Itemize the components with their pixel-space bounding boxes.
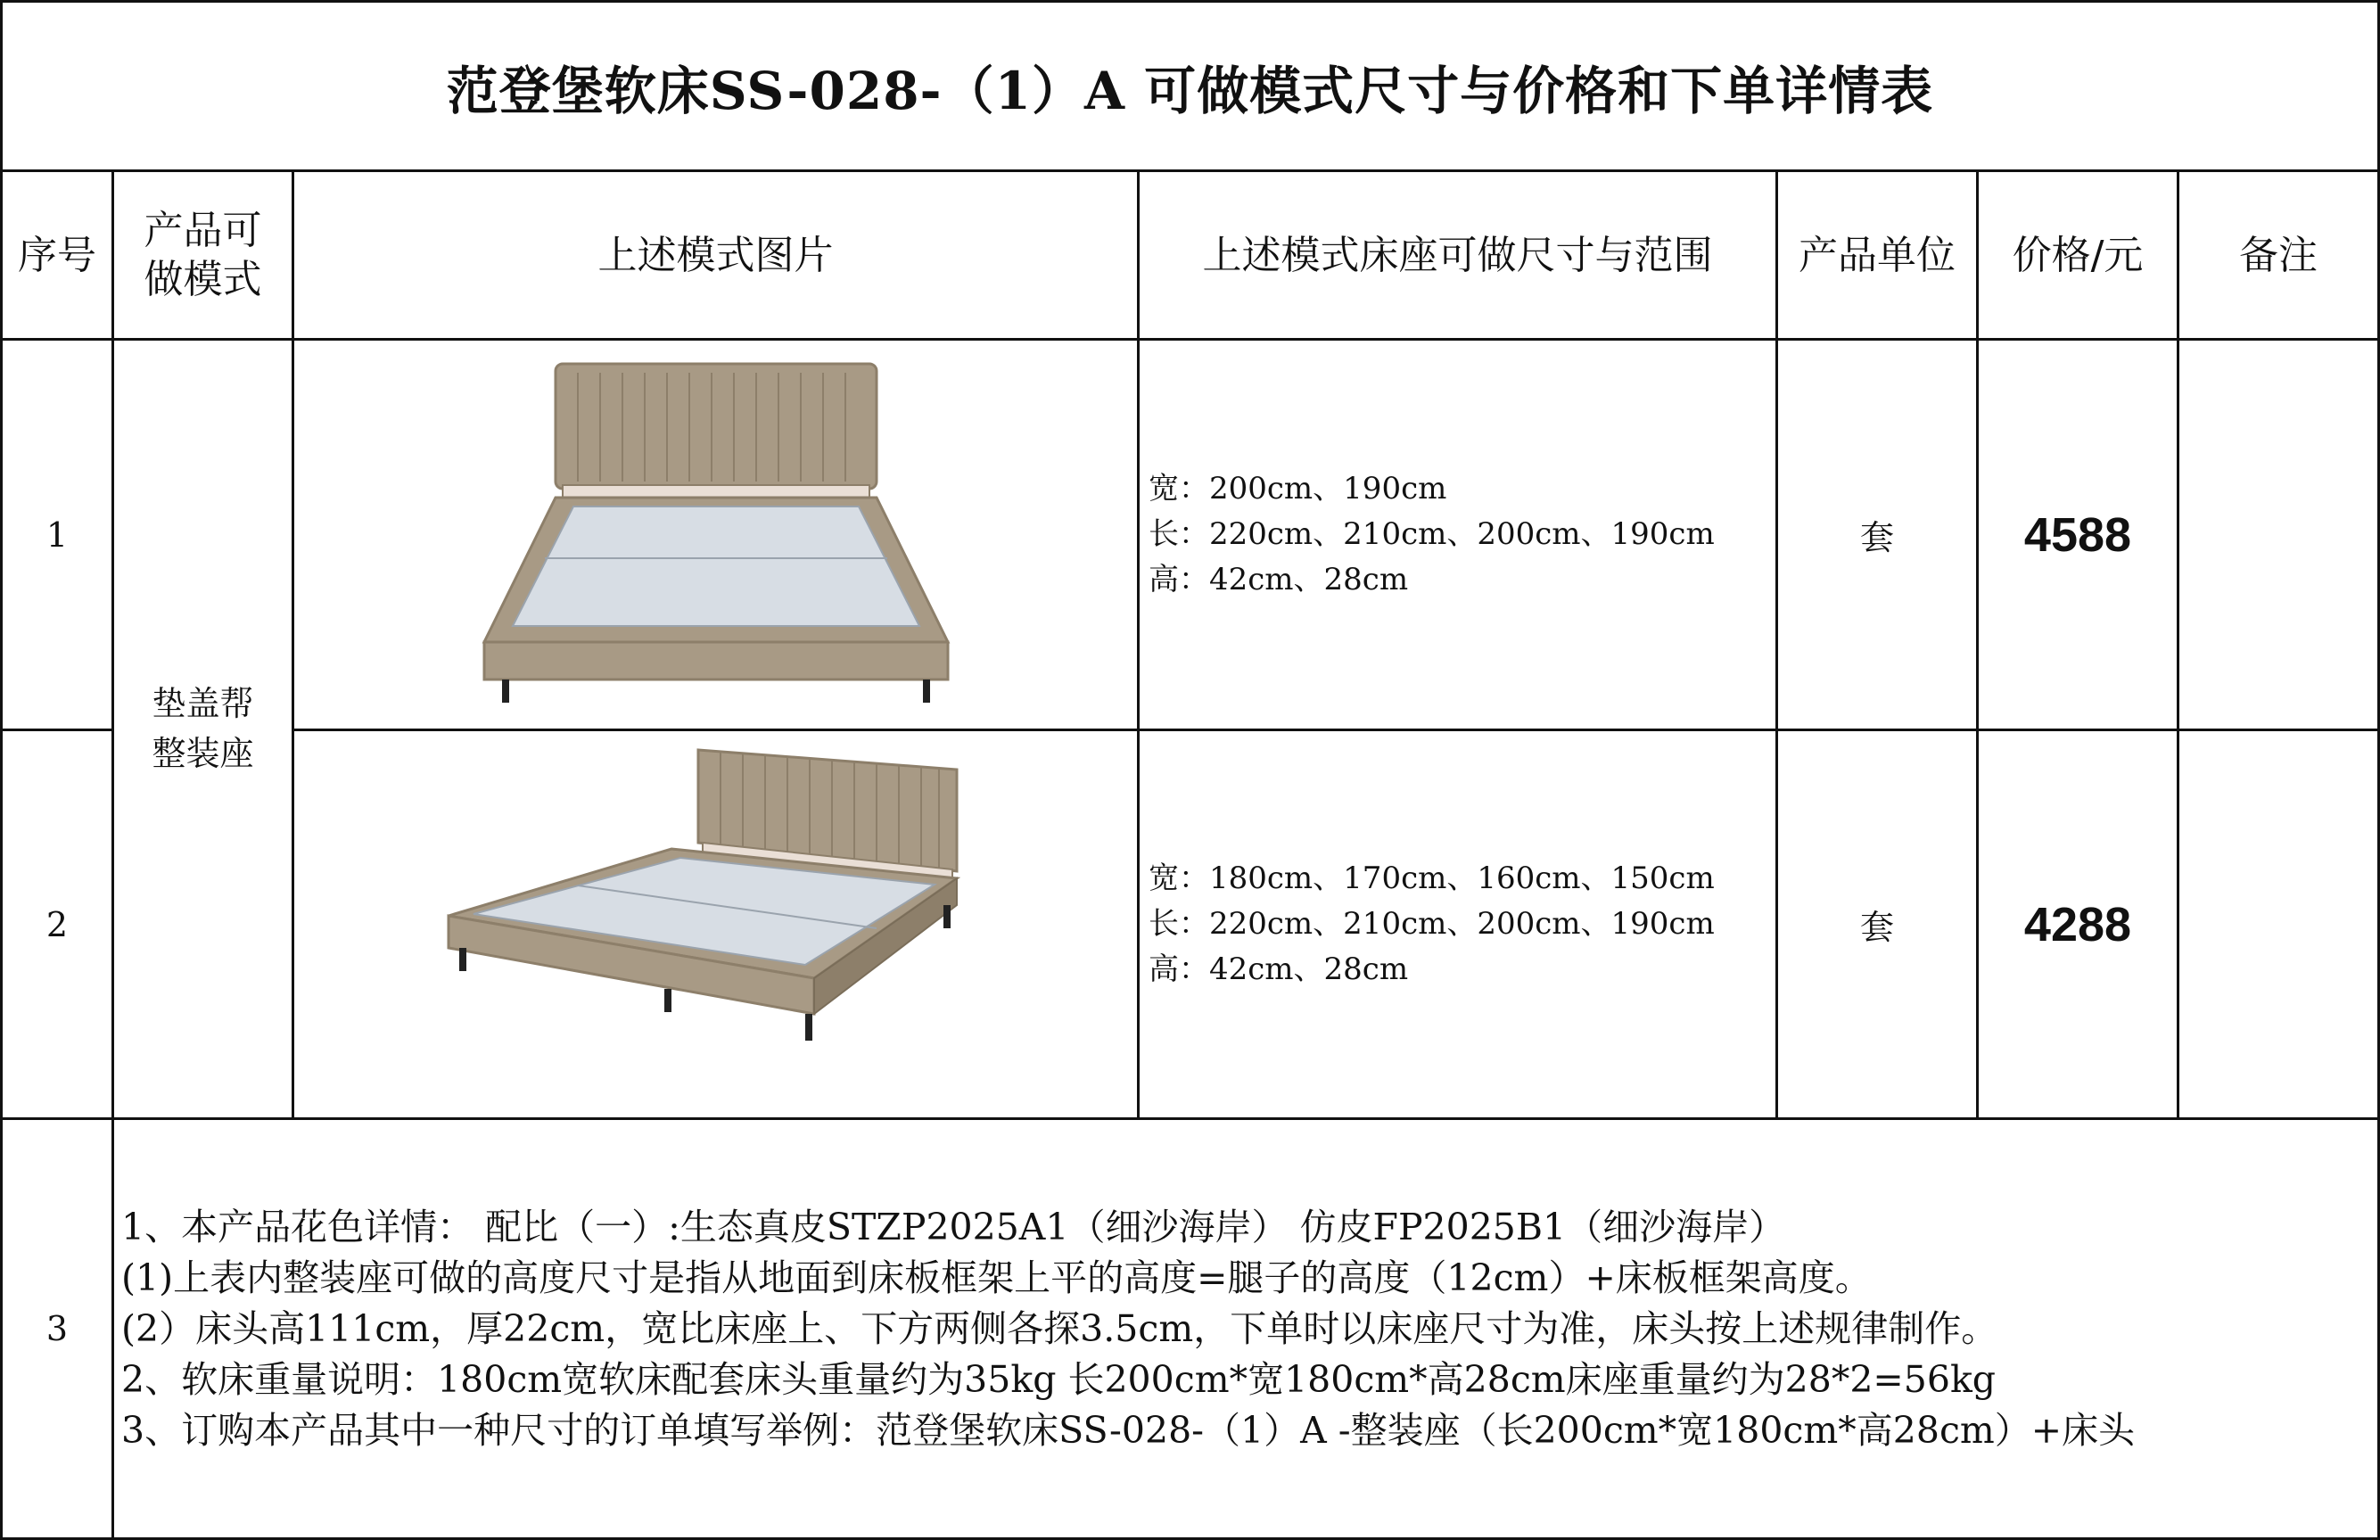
row2-price: 4288 <box>1976 729 2179 1120</box>
note-line-3: (2）床头高111cm，厚22cm，宽比床座上、下方两侧各探3.5cm，下单时以床座尺寸为准，床头按上述规律制作。 <box>121 1306 1998 1350</box>
row1-image-cell <box>292 338 1140 731</box>
row3-seq: 3 <box>0 1117 114 1540</box>
row2-remark <box>2177 729 2380 1120</box>
row2-size-height: 高：42cm、28cm <box>1149 951 1409 987</box>
row2-unit: 套 <box>1775 729 1979 1120</box>
notes-cell <box>111 1117 2380 1540</box>
row2-size-length: 长：220cm、210cm、200cm、190cm <box>1149 906 1715 942</box>
note-line-2: (1)上表内整装座可做的高度尺寸是指从地面到床板框架上平的高度=腿子的高度（12cm）+床板框架高度。 <box>121 1256 1872 1299</box>
row2-seq: 2 <box>0 729 114 1120</box>
row2-sizes <box>1137 729 1778 1120</box>
header-price: 价格/元 <box>1976 169 2179 341</box>
header-mode <box>111 169 294 341</box>
row1-price: 4588 <box>1976 338 2179 731</box>
row1-sizes <box>1137 338 1778 731</box>
mode-cell <box>111 338 294 1120</box>
row1-unit: 套 <box>1775 338 1979 731</box>
table-title: 范登堡软床SS-028-（1）A 可做模式尺寸与价格和下单详情表 <box>0 0 2380 172</box>
bed-front-view-image <box>466 348 966 722</box>
row2-image-cell <box>292 729 1140 1120</box>
header-sizes: 上述模式床座可做尺寸与范围 <box>1137 169 1778 341</box>
row1-seq: 1 <box>0 338 114 731</box>
header-seq: 序号 <box>0 169 114 341</box>
row1-remark <box>2177 338 2380 731</box>
header-remark: 备注 <box>2177 169 2380 341</box>
header-unit: 产品单位 <box>1775 169 1979 341</box>
bed-angled-view-image <box>431 737 1001 1112</box>
header-mode-line1: 产品可 <box>144 208 262 253</box>
note-line-4: 2、软床重量说明：180cm宽软床配套床头重量约为35kg 长200cm*宽180cm*高28cm床座重量约为28*2=56kg <box>121 1357 1997 1401</box>
mode-line2: 整装座 <box>152 733 254 773</box>
header-mode-line2: 做模式 <box>144 257 262 302</box>
row2-size-width: 宽：180cm、170cm、160cm、150cm <box>1149 861 1715 896</box>
note-line-5: 3、订购本产品其中一种尺寸的订单填写举例：范登堡软床SS-028-（1）A -整装座（长200cm*宽180cm*高28cm）+床头 <box>121 1408 2136 1452</box>
header-image: 上述模式图片 <box>292 169 1140 341</box>
row1-size-length: 长：220cm、210cm、200cm、190cm <box>1149 516 1715 552</box>
row1-size-height: 高：42cm、28cm <box>1149 562 1409 597</box>
mode-line1: 垫盖帮 <box>152 684 254 724</box>
note-line-1: 1、本产品花色详情： 配比（一）:生态真皮STZP2025A1（细沙海岸） 仿皮FP2025B1（细沙海岸） <box>121 1205 1786 1248</box>
row1-size-width: 宽：200cm、190cm <box>1149 471 1447 506</box>
